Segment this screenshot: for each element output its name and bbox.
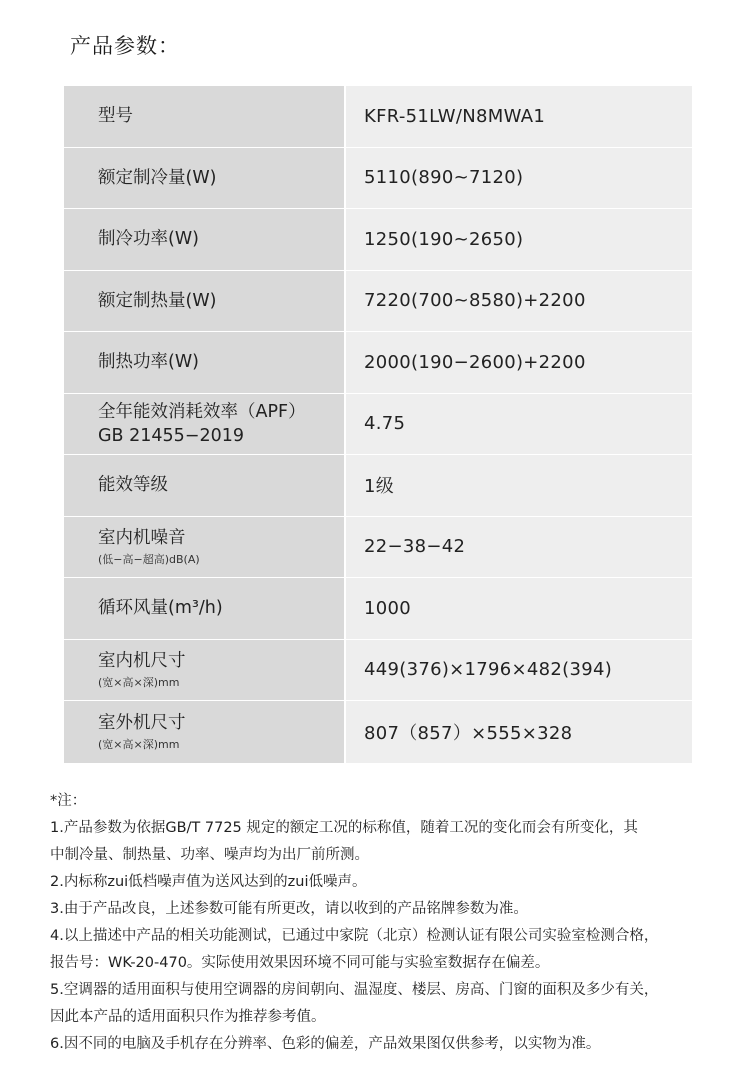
spec-label-cell — [64, 86, 346, 147]
spec-label: 制热功率(W) — [98, 352, 199, 373]
spec-row-heating-capacity — [64, 271, 692, 333]
spec-value-cell — [346, 517, 692, 578]
spec-value: KFR-51LW/N8MWA1 — [364, 105, 546, 127]
spec-value: 22−38−42 — [364, 536, 466, 558]
spec-label: 型号 — [98, 106, 133, 127]
spec-value: 449(376)×1796×482(394) — [364, 659, 613, 681]
spec-row-model — [64, 86, 692, 148]
spec-row-heating-power — [64, 332, 692, 394]
spec-sublabel: (宽×高×深)mm — [98, 675, 180, 689]
spec-row-cooling-power — [64, 209, 692, 271]
spec-row-indoor-noise — [64, 517, 692, 579]
page-title: 产品参数： — [70, 34, 180, 58]
notes-section — [50, 788, 710, 1058]
note-line: 2.内标称zui低档噪声值为送风达到的zui低噪声。 — [50, 874, 367, 890]
spec-row-efficiency-grade — [64, 455, 692, 517]
note-line: 3.由于产品改良，上述参数可能有所更改，请以收到的产品铭牌参数为准。 — [50, 901, 528, 917]
spec-label-cell — [64, 640, 346, 701]
spec-value: 807（857）×555×328 — [364, 722, 573, 744]
spec-value-cell — [346, 640, 692, 701]
spec-value: 5110(890~7120) — [364, 167, 524, 189]
note-line: 4.以上描述中产品的相关功能测试，已通过中家院（北京）检测认证有限公司实验室检测合格， — [50, 928, 659, 944]
spec-value: 1250(190~2650) — [364, 228, 524, 250]
spec-label: 额定制冷量(W) — [98, 167, 217, 188]
spec-row-apf — [64, 394, 692, 456]
spec-label-cell — [64, 394, 346, 455]
note-line: 因此本产品的适用面积只作为推荐参考值。 — [50, 1009, 326, 1025]
note-line: 报告号：WK-20-470。实际使用效果因环境不同可能与实验室数据存在偏差。 — [50, 955, 550, 971]
spec-label-standard: GB 21455−2019 — [98, 425, 244, 446]
spec-label-cell — [64, 455, 346, 516]
spec-table — [64, 86, 692, 763]
spec-sublabel: (宽×高×深)mm — [98, 737, 180, 751]
spec-value-cell — [346, 209, 692, 270]
spec-label: 循环风量(m³/h) — [98, 598, 223, 619]
spec-label-cell — [64, 701, 346, 763]
spec-value-cell — [346, 271, 692, 332]
spec-label-cell — [64, 578, 346, 639]
spec-label-cell — [64, 271, 346, 332]
spec-sublabel: (低−高−超高)dB(A) — [98, 552, 200, 566]
spec-label: 能效等级 — [98, 475, 168, 496]
spec-value-cell — [346, 701, 692, 763]
spec-value: 1级 — [364, 476, 395, 498]
spec-value-cell — [346, 578, 692, 639]
spec-value: 2000(190−2600)+2200 — [364, 351, 586, 373]
note-line: 中制冷量、制热量、功率、噪声均为出厂前所测。 — [50, 847, 369, 863]
spec-label: 全年能效消耗效率（APF） — [98, 401, 306, 422]
spec-label-cell — [64, 517, 346, 578]
spec-label: 额定制热量(W) — [98, 290, 217, 311]
spec-label: 室外机尺寸 — [98, 712, 186, 733]
spec-row-outdoor-size — [64, 701, 692, 763]
spec-label-cell — [64, 209, 346, 270]
spec-value-cell — [346, 86, 692, 147]
spec-row-airflow — [64, 578, 692, 640]
spec-value: 4.75 — [364, 413, 406, 435]
spec-value-cell — [346, 148, 692, 209]
spec-label: 制冷功率(W) — [98, 229, 199, 250]
spec-value: 7220(700~8580)+2200 — [364, 290, 586, 312]
note-line: 6.因不同的电脑及手机存在分辨率、色彩的偏差，产品效果图仅供参考，以实物为准。 — [50, 1036, 601, 1052]
spec-row-indoor-size — [64, 640, 692, 702]
spec-label-cell — [64, 148, 346, 209]
spec-value-cell — [346, 394, 692, 455]
note-line: 5.空调器的适用面积与使用空调器的房间朝向、温湿度、楼层、房高、门窗的面积及多少有关， — [50, 982, 659, 998]
spec-label: 室内机尺寸 — [98, 650, 186, 671]
spec-label-cell — [64, 332, 346, 393]
spec-value-cell — [346, 332, 692, 393]
spec-label: 室内机噪音 — [98, 527, 186, 548]
spec-value: 1000 — [364, 597, 412, 619]
spec-row-cooling-capacity — [64, 148, 692, 210]
note-line: 1.产品参数为依据GB/T 7725 规定的额定工况的标称值，随着工况的变化而会有所变化，其 — [50, 820, 638, 836]
spec-value-cell — [346, 455, 692, 516]
note-heading: *注： — [50, 793, 87, 809]
